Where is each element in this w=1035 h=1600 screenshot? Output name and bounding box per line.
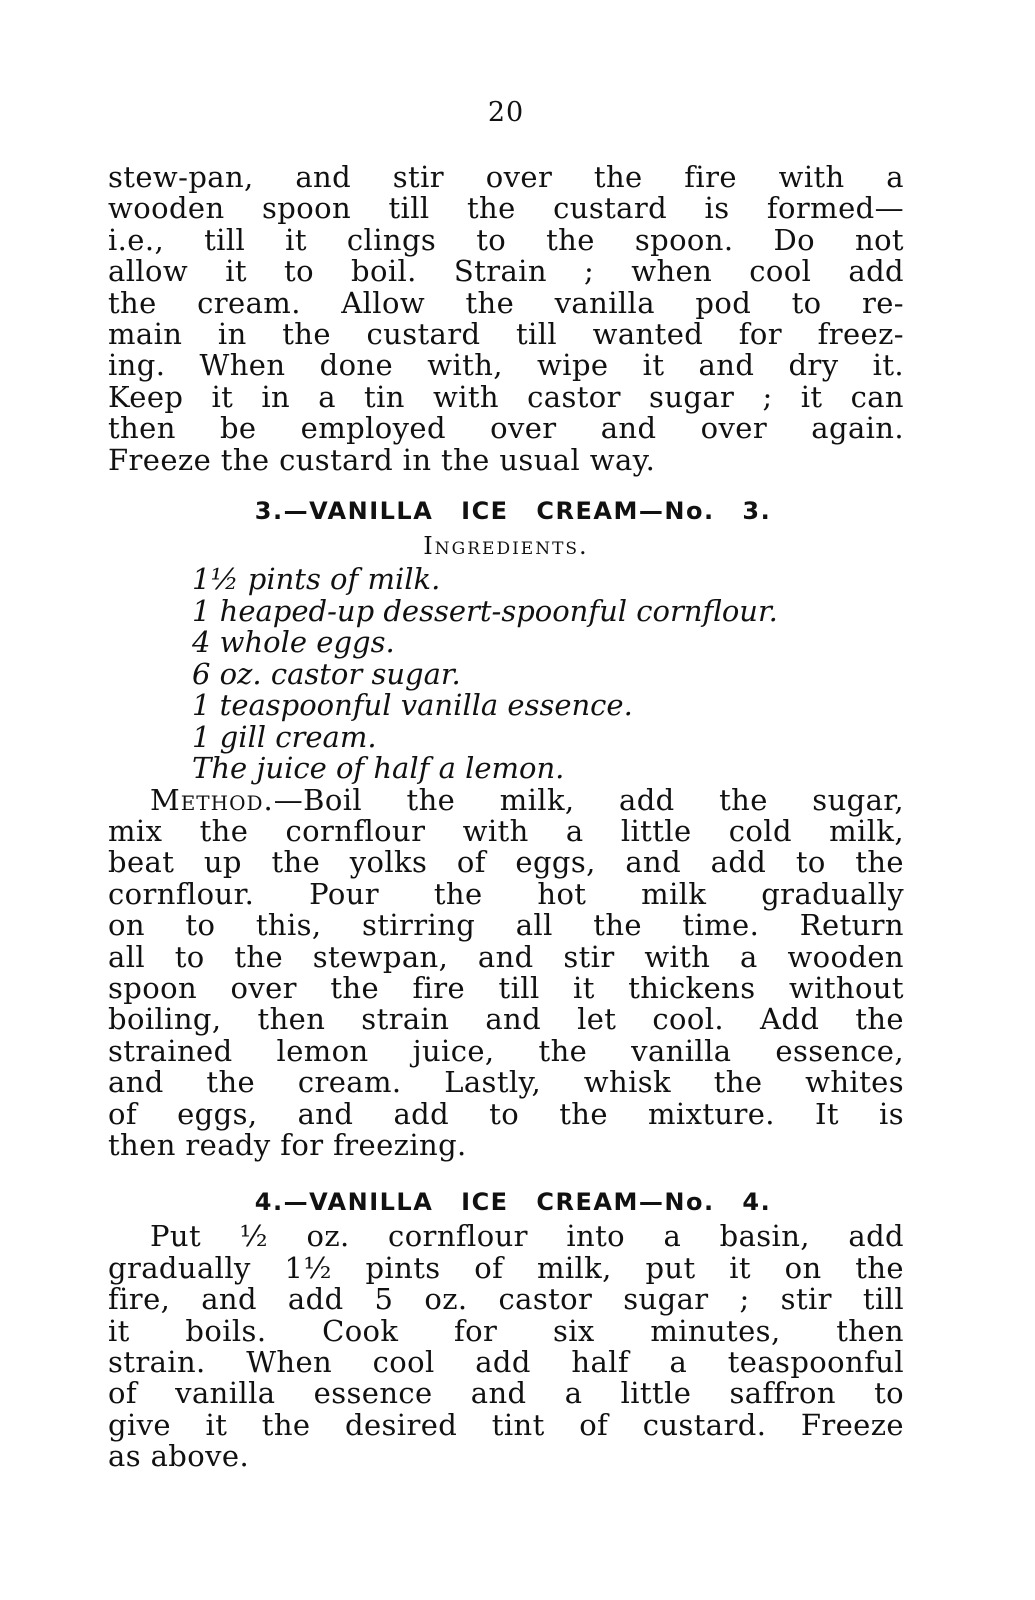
text-line: gradually 1½ pints of milk, put it on the	[108, 1250, 904, 1285]
text-line: all to the stewpan, and stir with a wooden	[108, 939, 904, 974]
text-line: as above.	[108, 1439, 250, 1474]
ingredient-item: 6 oz. castor sugar.	[192, 656, 461, 691]
method-first-line-text: —Boil the milk, add the sugar,	[273, 782, 904, 817]
book-page	[108, 96, 904, 1473]
continuation-paragraph	[108, 162, 904, 476]
text-line: Keep it in a tin with castor sugar ; it can	[108, 379, 904, 414]
text-line: main in the custard till wanted for freez-	[108, 317, 904, 352]
text-line: cornflour. Pour the hot milk gradually	[108, 876, 904, 911]
ingredient-item: 1½ pints of milk.	[192, 562, 441, 597]
text-line: Freeze the custard in the usual way.	[108, 442, 656, 477]
ingredient-item: The juice of half a lemon.	[192, 751, 565, 786]
text-line: then ready for freezing.	[108, 1128, 467, 1163]
text-line: strained lemon juice, the vanilla essence,	[108, 1033, 904, 1068]
text-line: of vanilla essence and a little saffron to	[108, 1376, 904, 1411]
method-label: Method.	[150, 782, 274, 817]
text-line: fire, and add 5 oz. castor sugar ; stir till	[108, 1282, 904, 1317]
text-line: strain. When cool add half a teaspoonful	[108, 1345, 904, 1380]
text-line: the cream. Allow the vanilla pod to re-	[108, 285, 904, 320]
text-line: allow it to boil. Strain ; when cool add	[108, 254, 904, 289]
text-line: on to this, stirring all the time. Return	[108, 908, 904, 943]
recipe-3-heading: 3.—VANILLA ICE CREAM—No. 3.	[254, 497, 772, 526]
text-line: it boils. Cook for six minutes, then	[108, 1313, 904, 1348]
text-line: wooden spoon till the custard is formed—	[108, 191, 904, 226]
ingredients-list	[108, 564, 904, 785]
recipe-4-paragraph	[108, 1221, 904, 1472]
ingredients-label: Ingredients.	[423, 532, 589, 561]
recipe-4-heading: 4.—VANILLA ICE CREAM—No. 4.	[254, 1188, 772, 1217]
text-line: ing. When done with, wipe it and dry it.	[108, 348, 904, 383]
text-line: i.e., till it clings to the spoon. Do not	[108, 222, 904, 257]
text-line: Put ½ oz. cornflour into a basin, add	[150, 1219, 904, 1254]
method-first-line	[108, 782, 904, 817]
page-number: 20	[487, 97, 525, 128]
text-line: give it the desired tint of custard. Freeze	[108, 1407, 904, 1442]
text-line: boiling, then strain and let cool. Add the	[108, 1002, 904, 1037]
text-line: spoon over the fire till it thickens without	[108, 971, 904, 1005]
ingredient-item: 4 whole eggs.	[192, 625, 395, 660]
ingredient-item: 1 heaped-up dessert-spoonful cornflour.	[192, 593, 778, 628]
method-paragraph	[108, 782, 904, 1163]
text-line: beat up the yolks of eggs, and add to the	[108, 845, 904, 880]
ingredient-item: 1 gill cream.	[192, 719, 377, 754]
text-line: of eggs, and add to the mixture. It is	[108, 1096, 904, 1131]
text-line: stew-pan, and stir over the fire with a	[108, 160, 904, 194]
text-line: then be employed over and over again.	[108, 411, 904, 446]
text-line: and the cream. Lastly, whisk the whites	[108, 1065, 904, 1100]
ingredient-item: 1 teaspoonful vanilla essence.	[192, 688, 633, 723]
text-line: mix the cornflour with a little cold milk,	[108, 813, 904, 848]
